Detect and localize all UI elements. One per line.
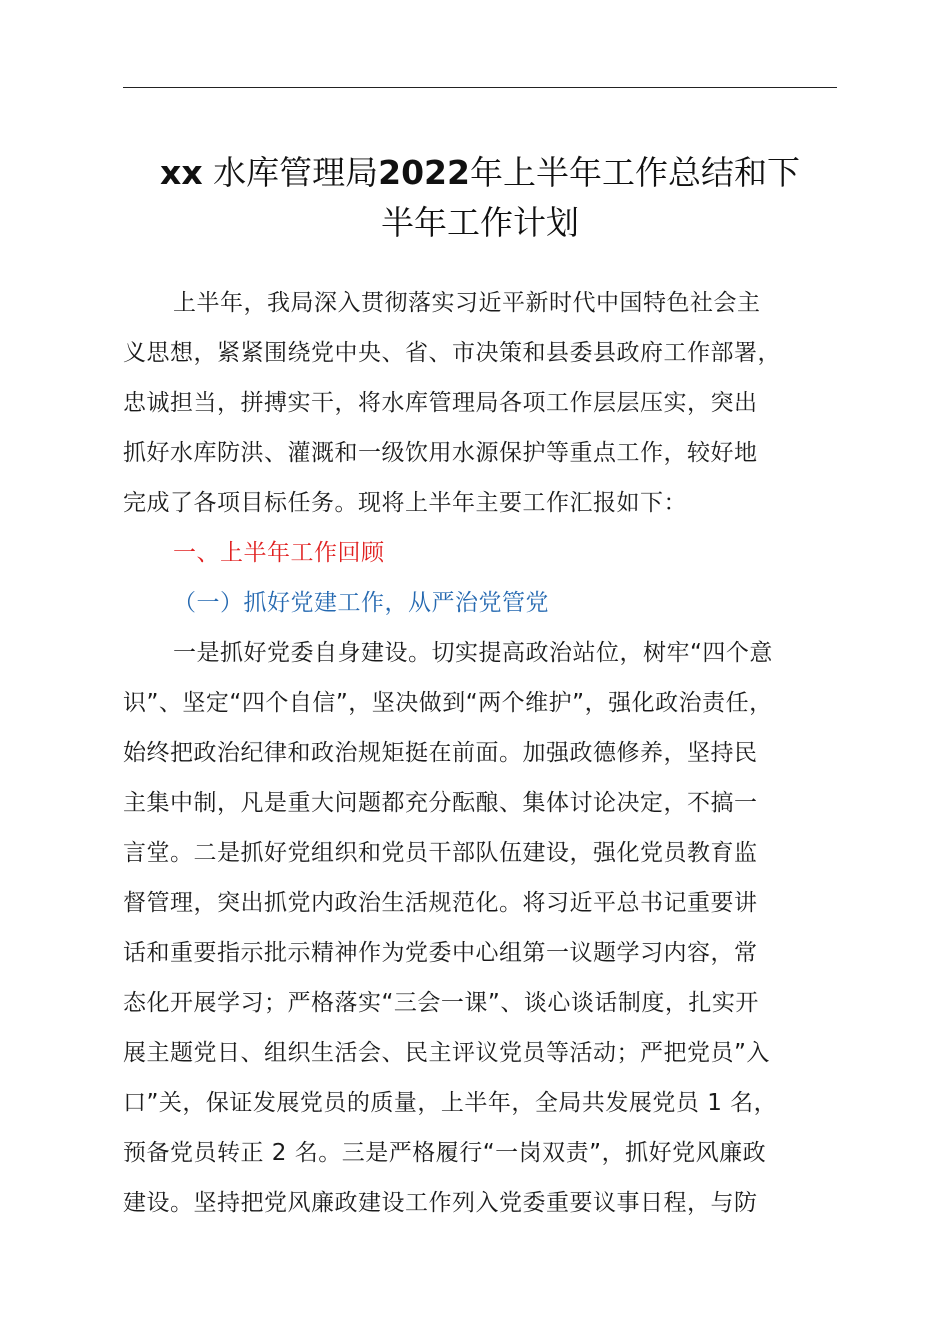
intro-line: 上半年，我局深入贯彻落实习近平新时代中国特色社会主 (173, 290, 761, 316)
paragraph-line: 预备党员转正 2 名。三是严格履行“一岗双责”，抓好党风廉政 (123, 1140, 767, 1166)
title-year: 2022 (378, 153, 470, 192)
intro-paragraph (123, 278, 837, 528)
paragraph-line: 始终把政治纪律和政治规矩挺在前面。加强政德修养，坚持民 (123, 740, 758, 766)
paragraph-line: 口”关，保证发展党员的质量，上半年，全局共发展党员 1 名， (123, 1090, 778, 1116)
paragraph-line: 态化开展学习；严格落实“三会一课”、谈心谈话制度，扎实开 (123, 990, 759, 1016)
paragraph-line: 督管理，突出抓党内政治生活规范化。将习近平总书记重要讲 (123, 890, 758, 916)
paragraph-line: 一是抓好党委自身建设。切实提高政治站位，树牢“四个意 (173, 640, 773, 666)
intro-line: 完成了各项目标任务。现将上半年主要工作汇报如下： (123, 490, 687, 516)
document-body (123, 278, 837, 1228)
title-prefix: xx (160, 153, 203, 192)
section-heading: 一、上半年工作回顾 (173, 540, 385, 566)
paragraph-line: 识”、坚定“四个自信”，坚决做到“两个维护”，强化政治责任， (123, 690, 773, 716)
subsection-heading: （一）抓好党建工作，从严治党管党 (173, 590, 549, 616)
document-title (123, 148, 837, 248)
header-rule (123, 87, 837, 88)
title-part2: 年上半年工作总结和下 (469, 153, 800, 192)
paragraph-line: 主集中制，凡是重大问题都充分酝酿、集体讨论决定，不搞一 (123, 790, 758, 816)
intro-line: 忠诚担当，拼搏实干，将水库管理局各项工作层层压实，突出 (123, 390, 758, 416)
title-line2: 半年工作计划 (381, 203, 579, 242)
paragraph-line: 建设。坚持把党风廉政建设工作列入党委重要议事日程，与防 (123, 1190, 758, 1216)
paragraph-line: 展主题党日、组织生活会、民主评议党员等活动；严把党员”入 (123, 1040, 770, 1066)
intro-line: 抓好水库防洪、灌溉和一级饮用水源保护等重点工作，较好地 (123, 440, 758, 466)
intro-line: 义思想，紧紧围绕党中央、省、市决策和县委县政府工作部署， (123, 340, 781, 366)
paragraph-line: 话和重要指示批示精神作为党委中心组第一议题学习内容，常 (123, 940, 758, 966)
paragraph-line: 言堂。二是抓好党组织和党员干部队伍建设，强化党员教育监 (123, 840, 758, 866)
title-part1: 水库管理局 (213, 153, 379, 192)
body-paragraph (123, 628, 837, 1228)
